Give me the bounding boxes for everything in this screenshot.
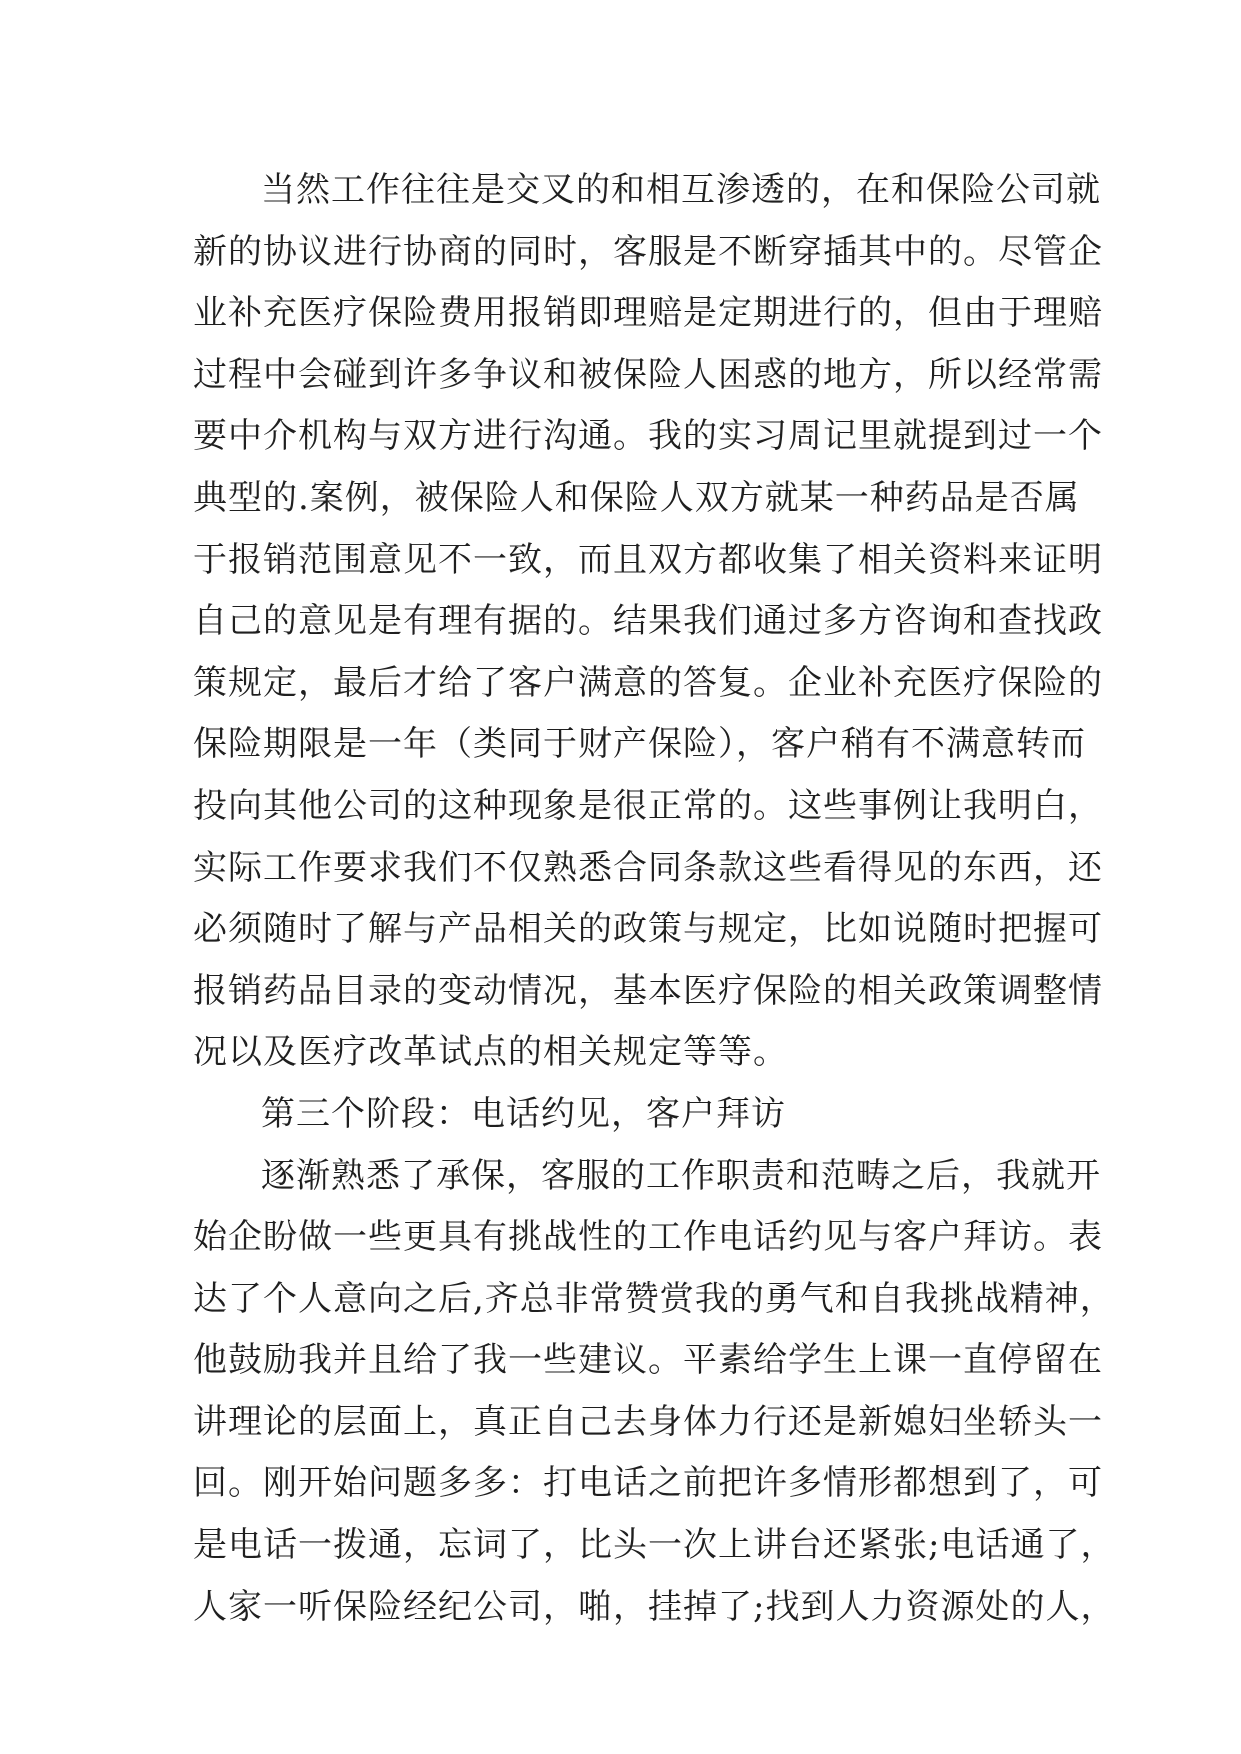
paragraph-line: 实际工作要求我们不仅熟悉合同条款这些看得见的东西，还 [193, 847, 1103, 888]
paragraph-line: 当然工作往往是交叉的和相互渗透的，在和保险公司就 [261, 170, 1101, 210]
paragraph-line: 业补充医疗保险费用报销即理赔是定期进行的，但由于理赔 [193, 293, 1103, 334]
paragraph-line: 必须随时了解与产品相关的政策与规定，比如说随时把握可 [193, 909, 1103, 950]
paragraph-line: 况以及医疗改革试点的相关规定等等。 [193, 1032, 788, 1073]
paragraph-line: 投向其他公司的这种现象是很正常的。这些事例让我明白， [193, 785, 1103, 826]
paragraph-line: 要中介机构与双方进行沟通。我的实习周记里就提到过一个 [193, 416, 1103, 457]
paragraph-line: 过程中会碰到许多争议和被保险人困惑的地方，所以经常需 [193, 354, 1103, 395]
paragraph-line: 策规定，最后才给了客户满意的答复。企业补充医疗保险的 [193, 662, 1103, 703]
paragraph-line: 讲理论的层面上，真正自己去身体力行还是新媳妇坐轿头一 [193, 1401, 1103, 1442]
section-heading: 第三个阶段：电话约见，客户拜访 [261, 1093, 786, 1134]
paragraph-line: 保险期限是一年（类同于财产保险），客户稍有不满意转而 [193, 724, 1086, 765]
paragraph-line: 逐渐熟悉了承保，客服的工作职责和范畴之后，我就开 [261, 1155, 1101, 1196]
paragraph-line: 新的协议进行协商的同时，客服是不断穿插其中的。尽管企 [193, 231, 1103, 272]
paragraph-line: 于报销范围意见不一致，而且双方都收集了相关资料来证明 [193, 539, 1103, 580]
paragraph-line: 是电话一拨通，忘词了，比头一次上讲台还紧张;电话通了， [193, 1525, 1116, 1566]
paragraph-line: 他鼓励我并且给了我一些建议。平素给学生上课一直停留在 [193, 1340, 1103, 1381]
paragraph-line: 自己的意见是有理有据的。结果我们通过多方咨询和查找政 [193, 601, 1103, 642]
paragraph-line: 回。刚开始问题多多：打电话之前把许多情形都想到了，可 [193, 1463, 1103, 1504]
body-text [193, 160, 1116, 1638]
paragraph-line: 始企盼做一些更具有挑战性的工作电话约见与客户拜访。表 [193, 1217, 1103, 1258]
paragraph-line: 报销药品目录的变动情况，基本医疗保险的相关政策调整情 [193, 970, 1103, 1011]
paragraph-line: 典型的.案例，被保险人和保险人双方就某一种药品是否属 [193, 477, 1080, 518]
paragraph-line: 人家一听保险经纪公司，啪，挂掉了;找到人力资源处的人， [193, 1586, 1116, 1627]
paragraph-line: 达了个人意向之后,齐总非常赞赏我的勇气和自我挑战精神， [193, 1278, 1115, 1319]
